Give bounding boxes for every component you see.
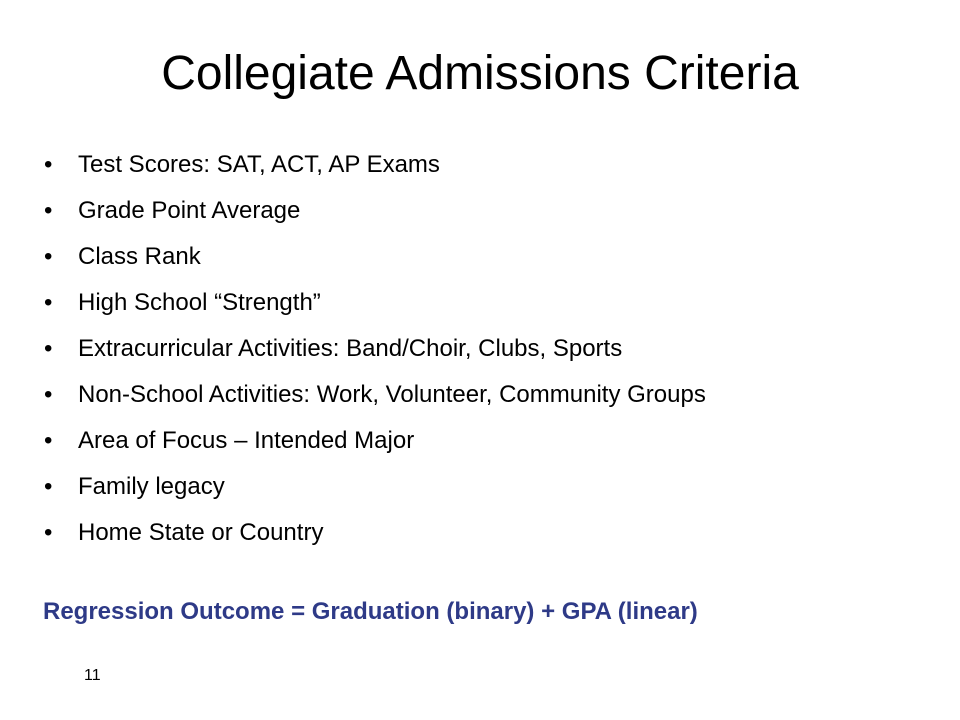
bullet-icon: • xyxy=(44,381,53,408)
bullet-icon: • xyxy=(44,289,53,316)
bullet-item xyxy=(44,510,706,556)
slide-title: Collegiate Admissions Criteria xyxy=(161,47,799,100)
bullet-icon: • xyxy=(44,519,53,546)
bullet-list xyxy=(44,142,706,556)
bullet-text: Non-School Activities: Work, Volunteer, Community Groups xyxy=(78,381,706,408)
bullet-icon: • xyxy=(44,197,53,224)
bullet-icon: • xyxy=(44,151,53,178)
bullet-item xyxy=(44,464,706,510)
bullet-icon: • xyxy=(44,473,53,500)
bullet-text: Grade Point Average xyxy=(78,197,301,224)
slide-number: 11 xyxy=(84,667,101,684)
bullet-item xyxy=(44,142,706,188)
bullet-text: Test Scores: SAT, ACT, AP Exams xyxy=(78,151,440,178)
bullet-item xyxy=(44,280,706,326)
bullet-text: Extracurricular Activities: Band/Choir, Clubs, Sports xyxy=(78,335,623,362)
bullet-text: Area of Focus – Intended Major xyxy=(78,427,415,454)
bullet-text: High School “Strength” xyxy=(78,289,321,316)
bullet-text: Home State or Country xyxy=(78,519,324,546)
bullet-icon: • xyxy=(44,427,53,454)
bullet-text: Class Rank xyxy=(78,243,201,270)
bullet-text: Family legacy xyxy=(78,473,225,500)
regression-outcome-text: Regression Outcome = Graduation (binary) + GPA (linear) xyxy=(43,598,698,625)
bullet-item xyxy=(44,188,706,234)
bullet-icon: • xyxy=(44,335,53,362)
bullet-item xyxy=(44,326,706,372)
bullet-item xyxy=(44,372,706,418)
bullet-item xyxy=(44,418,706,464)
bullet-item xyxy=(44,234,706,280)
bullet-icon: • xyxy=(44,243,53,270)
